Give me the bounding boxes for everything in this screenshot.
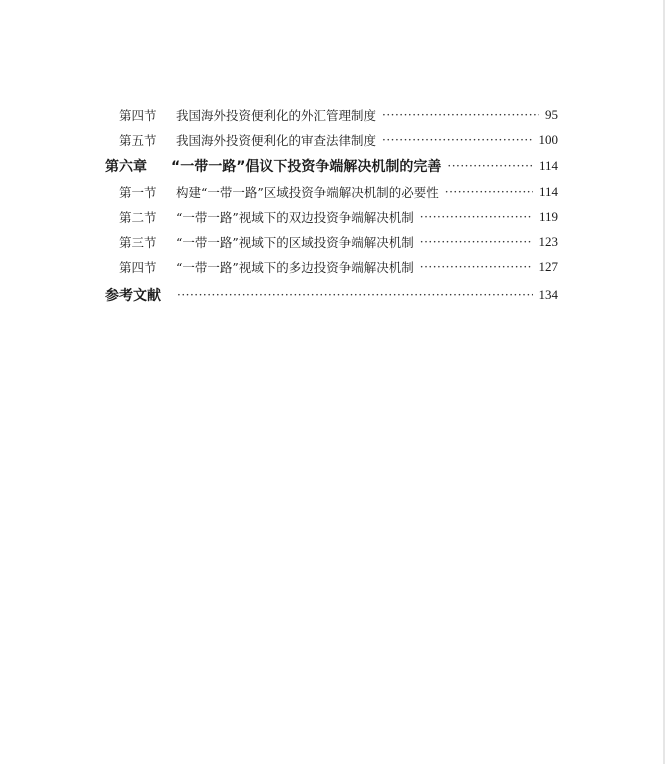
entry-page-number: 123	[538, 234, 558, 249]
entry-page-number: 127	[538, 259, 558, 274]
entry-number: 第六章	[105, 159, 147, 175]
entry-number: 第三节	[119, 235, 157, 250]
entry-title: “一带一路”视域下的区域投资争端解决机制	[176, 235, 414, 250]
toc-entry-section[interactable]	[119, 104, 558, 126]
entry-page-number: 134	[538, 287, 558, 302]
dot-leader	[382, 133, 532, 147]
toc-entry-section[interactable]	[119, 231, 558, 253]
entry-page-number: 114	[538, 158, 558, 173]
toc-entry-section[interactable]	[119, 129, 558, 151]
entry-title: “一带一路”倡议下投资争端解决机制的完善	[171, 159, 442, 175]
entry-number: 第一节	[119, 185, 157, 200]
toc-entry-section[interactable]	[119, 256, 558, 278]
toc-entry-references[interactable]	[105, 284, 558, 306]
entry-title: “一带一路”视域下的多边投资争端解决机制	[176, 260, 414, 275]
dot-leader	[420, 210, 533, 224]
entry-page-number: 114	[538, 184, 558, 199]
entry-number: 第五节	[119, 133, 157, 148]
toc-entry-section[interactable]	[119, 206, 558, 228]
dot-leader	[382, 108, 539, 122]
dot-leader	[177, 288, 533, 302]
dot-leader	[447, 159, 533, 173]
entry-page-number: 119	[538, 209, 558, 224]
entry-number: 第四节	[119, 260, 157, 275]
toc-entry-section[interactable]	[119, 181, 558, 203]
entry-page-number: 95	[545, 107, 558, 122]
entry-title: “一带一路”视域下的双边投资争端解决机制	[176, 210, 414, 225]
entry-number: 参考文献	[105, 288, 161, 304]
entry-number: 第二节	[119, 210, 157, 225]
entry-page-number: 100	[538, 132, 558, 147]
toc-entry-chapter[interactable]	[105, 155, 558, 177]
dot-leader	[420, 235, 533, 249]
entry-title: 构建“一带一路”区域投资争端解决机制的必要性	[176, 185, 439, 200]
dot-leader	[420, 260, 533, 274]
entry-title: 我国海外投资便利化的外汇管理制度	[176, 108, 377, 123]
dot-leader	[445, 185, 533, 199]
entry-title: 我国海外投资便利化的审查法律制度	[176, 133, 377, 148]
entry-number: 第四节	[119, 108, 157, 123]
